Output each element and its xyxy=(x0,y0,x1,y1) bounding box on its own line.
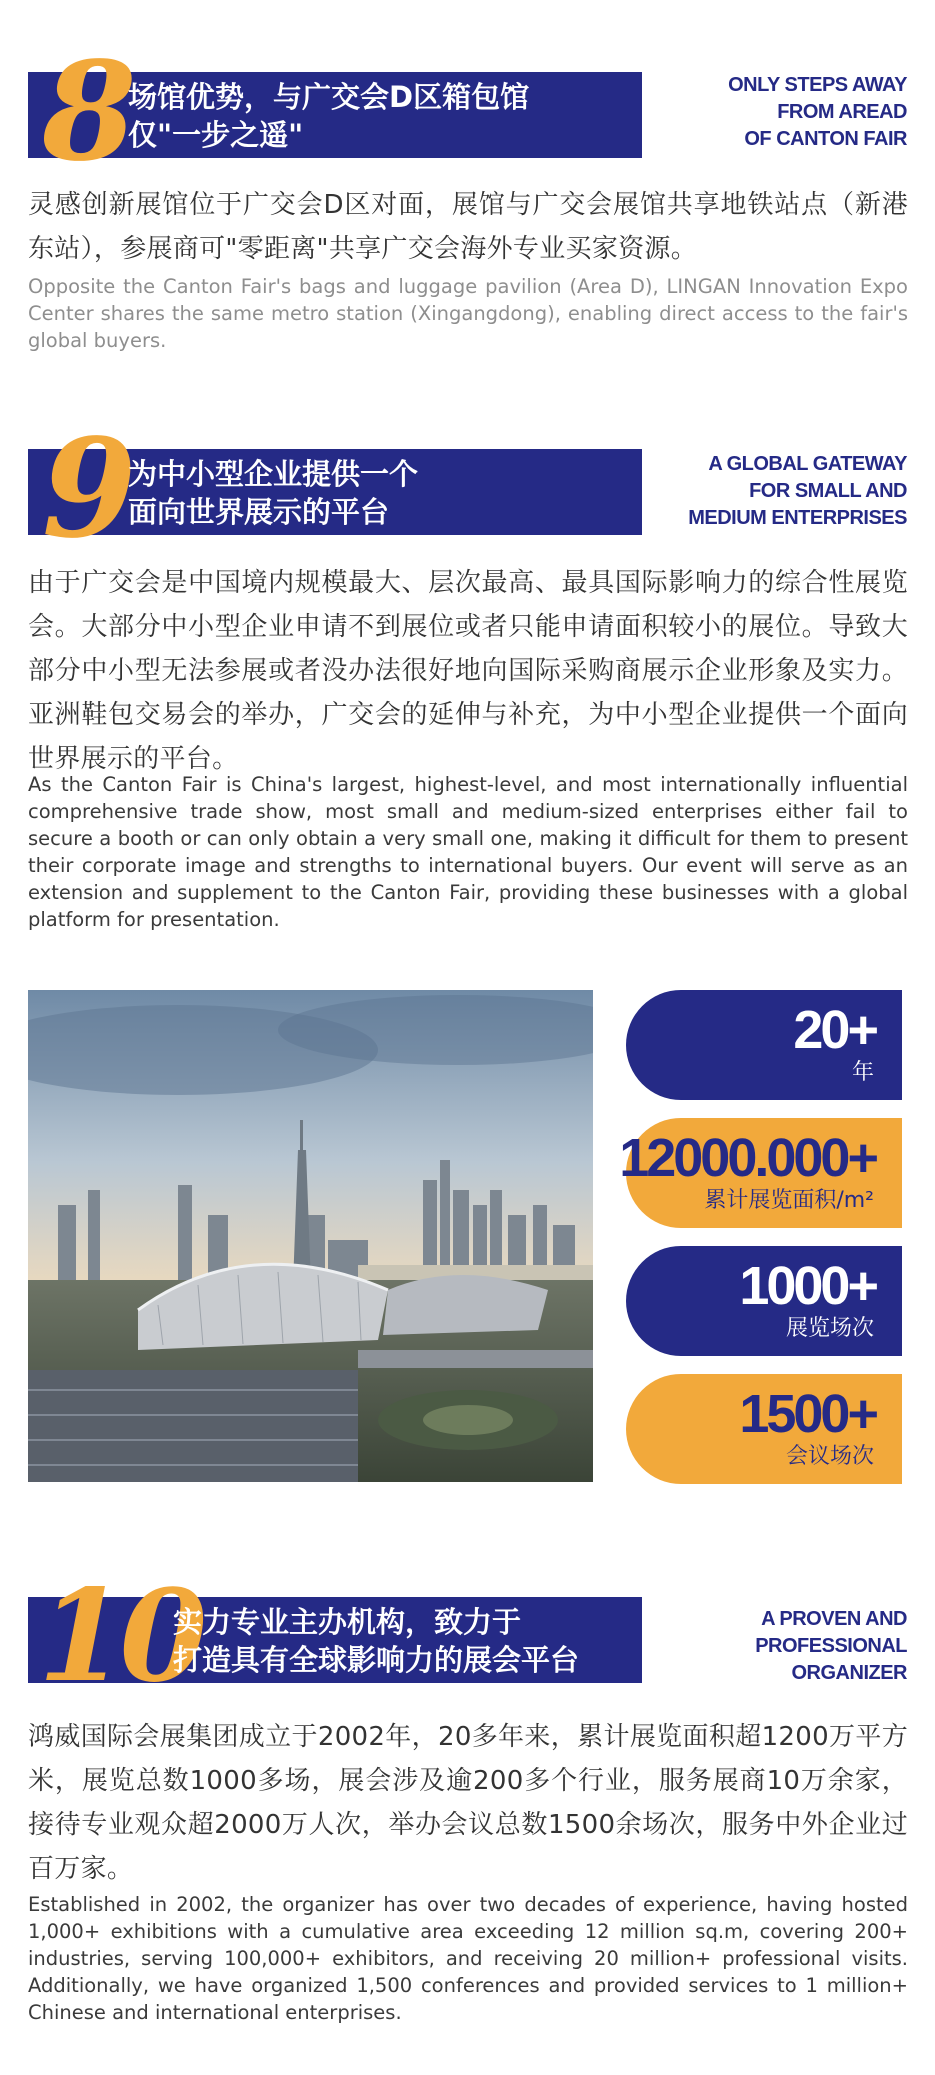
stat-value: 1500+ xyxy=(739,1384,876,1444)
section-8-chinese-text: 灵感创新展馆位于广交会D区对面，展馆与广交会展馆共享地铁站点（新港东站），参展商可"零距离"共享广交会海外专业买家资源。 xyxy=(28,190,908,264)
stat-value: 12000.000+ xyxy=(619,1128,876,1188)
section-8-english-text: Opposite the Canton Fair's bags and luggage pavilion (Area D), LINGAN Innovation Expo Center shares the same metro station (Xingangdong), enabling direct access to the fair's global buyers. xyxy=(28,275,908,352)
section-10-banner xyxy=(28,1562,642,1710)
section-10-chinese-text: 鸿威国际会展集团成立于2002年，20多年来，累计展览面积超1200万平方米，展览总数1000多场，展会涉及逾200多个行业，服务展商10万余家，接待专业观众超2000万人次，举办会议总数1500余场次，服务中外企业过百万家。 xyxy=(28,1722,908,1884)
section-title-line1: 为中小型企业提供一个 xyxy=(128,457,419,491)
stat-value: 1000+ xyxy=(739,1256,876,1316)
section-title-line1: 实力专业主办机构，致力于 xyxy=(173,1605,522,1639)
section-number: 10 xyxy=(38,1562,202,1710)
stat-label: 累计展览面积/m² xyxy=(704,1188,874,1213)
stat-label: 展览场次 xyxy=(785,1316,874,1341)
section-10-english-text: Established in 2002, the organizer has over two decades of experience, having hosted 1,000+ exhibitions with a cumulative area exceeding 12 million sq.m, covering 200+ industries, serving 100,000+ exhibitors, and receiving 20 million+ professional visits. Additionally, we have organized 1,500 conferences and provided services to 1 million+ Chinese and international enterprises. xyxy=(28,1893,908,2024)
section-8-english-title: ONLY STEPS AWAY FROM AREAD OF CANTON FAIR xyxy=(728,74,907,150)
section-title-line1: 场馆优势，与广交会D区箱包馆 xyxy=(128,80,530,114)
section-9-english-title: A GLOBAL GATEWAY FOR SMALL AND MEDIUM ENTERPRISES xyxy=(688,453,907,529)
section-number: 8 xyxy=(42,32,131,192)
section-title-line2: 打造具有全球影响力的展会平台 xyxy=(173,1643,580,1677)
section-9-chinese-text: 由于广交会是中国境内规模最大、层次最高、最具国际影响力的综合性展览会。大部分中小型企业申请不到展位或者只能申请面积较小的展位。导致大部分中小型无法参展或者没办法很好地向国际采购商展示企业形象及实力。亚洲鞋包交易会的举办，广交会的延伸与补充，为中小型企业提供一个面向世界展示的平台。 xyxy=(28,568,908,774)
section-number: 9 xyxy=(42,409,131,569)
section-title-line2: 仅"一步之遥" xyxy=(128,118,304,152)
section-9-english-text: As the Canton Fair is China's largest, highest-level, and most internationally influential comprehensive trade show, most small and medium-sized enterprises either fail to secure a booth or can only obtain a very small one, making it difficult for them to present their corporate image and strengths to international buyers. Our event will serve as an extension and supplement to the Canton Fair, providing these businesses with a global platform for presentation. xyxy=(28,773,908,931)
section-title-line2: 面向世界展示的平台 xyxy=(128,495,390,529)
stat-value: 20+ xyxy=(793,1000,876,1060)
section-10-english-title: A PROVEN AND PROFESSIONAL ORGANIZER xyxy=(755,1608,907,1684)
stat-label: 年 xyxy=(851,1060,874,1085)
stat-label: 会议场次 xyxy=(785,1444,874,1469)
